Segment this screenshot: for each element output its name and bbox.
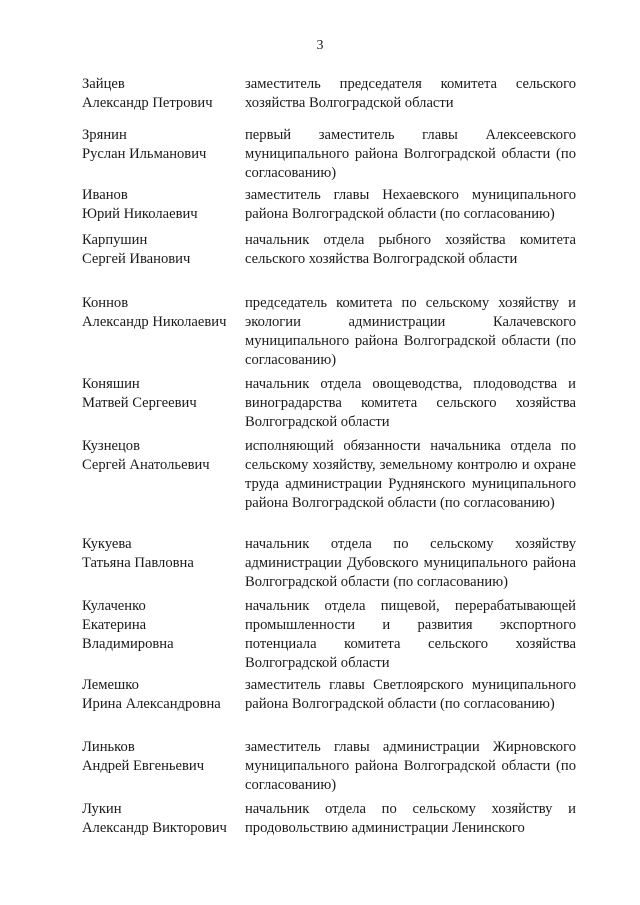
surname: Коннов — [82, 295, 129, 311]
patronymic: Владимировна — [82, 636, 174, 652]
person-name — [82, 738, 242, 776]
person-name — [82, 75, 242, 113]
surname: Кулаченко — [82, 598, 146, 614]
given-name: Юрий Николаевич — [82, 206, 198, 222]
position-text: начальник отдела пищевой, перерабатывающей промышленности и развития экспортного потенциала комитета сельского хозяйства Волгоградской области — [245, 598, 576, 671]
given-name: Андрей Евгеньевич — [82, 758, 205, 774]
given-name: Сергей Анатольевич — [82, 457, 210, 473]
position-text: начальник отдела по сельскому хозяйству администрации Дубовского муниципального района Волгоградской области (по согласованию) — [245, 536, 576, 590]
position-text: исполняющий обязанности начальника отдела по сельскому хозяйству, земельному контролю и охране труда администрации Руднянского муниципального района Волгоградской области (по согласованию) — [245, 438, 576, 511]
person-name — [82, 597, 242, 654]
person-name — [82, 126, 242, 164]
person-name — [82, 437, 242, 475]
surname: Иванов — [82, 187, 128, 203]
position-text: начальник отдела овощеводства, плодоводства и виноградарства комитета сельского хозяйства Волгоградской области — [245, 376, 576, 430]
given-name: Матвей Сергеевич — [82, 395, 197, 411]
person-name — [82, 676, 242, 714]
surname: Линьков — [82, 739, 135, 755]
position-text: заместитель главы Нехаевского муниципального района Волгоградской области (по согласованию) — [245, 187, 576, 222]
surname: Карпушин — [82, 232, 148, 248]
position-text: председатель комитета по сельскому хозяйству и экологии администрации Калачевского муниципального района Волгоградской области (по согласованию) — [245, 295, 576, 368]
given-name: Александр Петрович — [82, 95, 213, 111]
given-name: Александр Николаевич — [82, 314, 227, 330]
person-name — [82, 294, 242, 332]
given-name: Татьяна Павловна — [82, 555, 194, 571]
person-name — [82, 535, 242, 573]
position-text: заместитель председателя комитета сельского хозяйства Волгоградской области — [245, 76, 576, 111]
surname: Кузнецов — [82, 438, 140, 454]
position-text: первый заместитель главы Алексеевского муниципального района Волгоградской области (по согласованию) — [245, 127, 576, 181]
given-name: Сергей Иванович — [82, 251, 191, 267]
surname: Лукин — [82, 801, 122, 817]
surname: Кукуева — [82, 536, 132, 552]
surname: Лемешко — [82, 677, 139, 693]
person-name — [82, 800, 242, 838]
person-name — [82, 375, 242, 413]
position-text: начальник отдела рыбного хозяйства комитета сельского хозяйства Волгоградской области — [245, 232, 576, 267]
given-name: Ирина Александровна — [82, 696, 221, 712]
surname: Зрянин — [82, 127, 127, 143]
given-name: Руслан Ильманович — [82, 146, 207, 162]
given-name: Екатерина — [82, 617, 147, 633]
given-name: Александр Викторович — [82, 820, 227, 836]
position-text: начальник отдела по сельскому хозяйству и продовольствию администрации Ленинского — [245, 801, 576, 836]
position-text: заместитель главы администрации Жирновского муниципального района Волгоградской области (по согласованию) — [245, 739, 576, 793]
person-name — [82, 186, 242, 224]
person-name — [82, 231, 242, 269]
position-text: заместитель главы Светлоярского муниципального района Волгоградской области (по согласованию) — [245, 677, 576, 712]
surname: Коняшин — [82, 376, 140, 392]
page-number: 3 — [316, 38, 324, 53]
surname: Зайцев — [82, 76, 125, 92]
